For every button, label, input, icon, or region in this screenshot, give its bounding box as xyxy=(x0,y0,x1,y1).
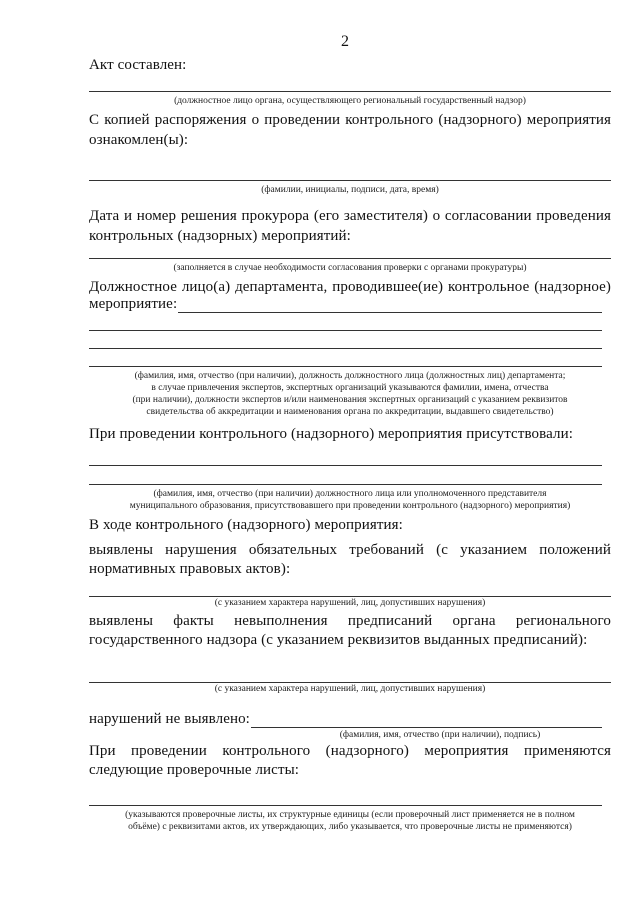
no-violations-caption: (фамилия, имя, отчество (при наличии), подпись) xyxy=(339,730,541,740)
prosecutor-line2: контрольных (надзорных) мероприятий: xyxy=(89,228,351,244)
non-fulfillment-line xyxy=(89,682,611,683)
act-composed-label: Акт составлен: xyxy=(89,57,187,73)
officials-line-c xyxy=(89,348,602,349)
copy-order-caption: (фамилии, инициалы, подписи, дата, время) xyxy=(261,185,439,195)
act-composed-caption: (должностное лицо органа, осуществляющего региональный государственный надзор) xyxy=(174,96,526,106)
officials-caption-3: (при наличии), должности экспертов и/или наименования экспертных организаций с указанием реквизитов xyxy=(132,395,568,405)
checklists-caption-1: (указываются проверочные листы, их структурные единицы (если проверочный лист применяется не в полном xyxy=(125,810,575,820)
violations-line1: выявлены нарушения обязательных требований (с указанием положений xyxy=(89,542,611,558)
present-line-a xyxy=(89,465,602,466)
present-caption-2: муниципального образования, присутствовавшего при проведении контрольного (надзорного) мероприятия) xyxy=(129,501,571,511)
checklists-caption-2: объёме) с реквизитами актов, их утверждающих, либо указывается, что проверочные листы не применяются) xyxy=(128,822,572,832)
violations-line xyxy=(89,596,611,597)
checklists-line2: следующие проверочные листы: xyxy=(89,762,300,778)
act-composed-line xyxy=(89,91,611,92)
present-line-b xyxy=(89,484,602,485)
officials-caption-1: (фамилия, имя, отчество (при наличии), должность должностного лица (должностных лиц) департамента; xyxy=(134,371,566,381)
present-caption-1: (фамилия, имя, отчество (при наличии) должностного лица или уполномоченного представителя xyxy=(153,489,547,499)
no-violations-label: нарушений не выявлено: xyxy=(89,711,250,727)
non-fulfillment-caption: (с указанием характера нарушений, лиц, допустивших нарушения) xyxy=(214,684,486,694)
checklists-caption xyxy=(89,809,611,833)
present-line1: При проведении контрольного (надзорного) мероприятия присутствовали: xyxy=(89,426,574,442)
non-fulfillment-line2: государственного надзора (с указанием реквизитов выданных предписаний): xyxy=(89,632,588,648)
prosecutor-line xyxy=(89,258,611,259)
officials-line2: мероприятие: xyxy=(89,296,178,312)
copy-order-line1: С копией распоряжения о проведении контрольного (надзорного) мероприятия xyxy=(89,112,611,128)
during-heading: В ходе контрольного (надзорного) мероприятия: xyxy=(89,517,403,533)
officials-line-d xyxy=(89,366,602,367)
checklists-line xyxy=(89,805,602,806)
page-number: 2 xyxy=(341,33,349,50)
copy-order-line2: ознакомлен(ы): xyxy=(89,132,189,148)
officials-line-b xyxy=(89,330,602,331)
non-fulfillment-line1: выявлены факты невыполнения предписаний органа регионального xyxy=(89,613,611,629)
violations-line2: нормативных правовых актов): xyxy=(89,561,291,577)
no-violations-line xyxy=(251,727,602,728)
officials-line-a xyxy=(178,312,602,313)
violations-caption: (с указанием характера нарушений, лиц, допустивших нарушения) xyxy=(214,598,486,608)
officials-caption-2: в случае привлечения экспертов, экспертных организаций указываются фамилии, имена, отчества xyxy=(151,383,549,393)
officials-caption-4: свидетельства об аккредитации и наименования органа по аккредитации, выдавшего свидетельство) xyxy=(146,407,554,417)
officials-line1: Должностное лицо(а) департамента, проводившее(ие) контрольное (надзорное) xyxy=(89,279,611,295)
prosecutor-caption: (заполняется в случае необходимости согласования проверки с органами прокуратуры) xyxy=(173,263,527,273)
copy-order-line xyxy=(89,180,611,181)
officials-caption xyxy=(89,370,611,418)
prosecutor-line1: Дата и номер решения прокурора (его заместителя) о согласовании проведения xyxy=(89,208,611,224)
checklists-line1: При проведении контрольного (надзорного) мероприятия применяются xyxy=(89,743,611,759)
present-caption xyxy=(89,488,611,512)
